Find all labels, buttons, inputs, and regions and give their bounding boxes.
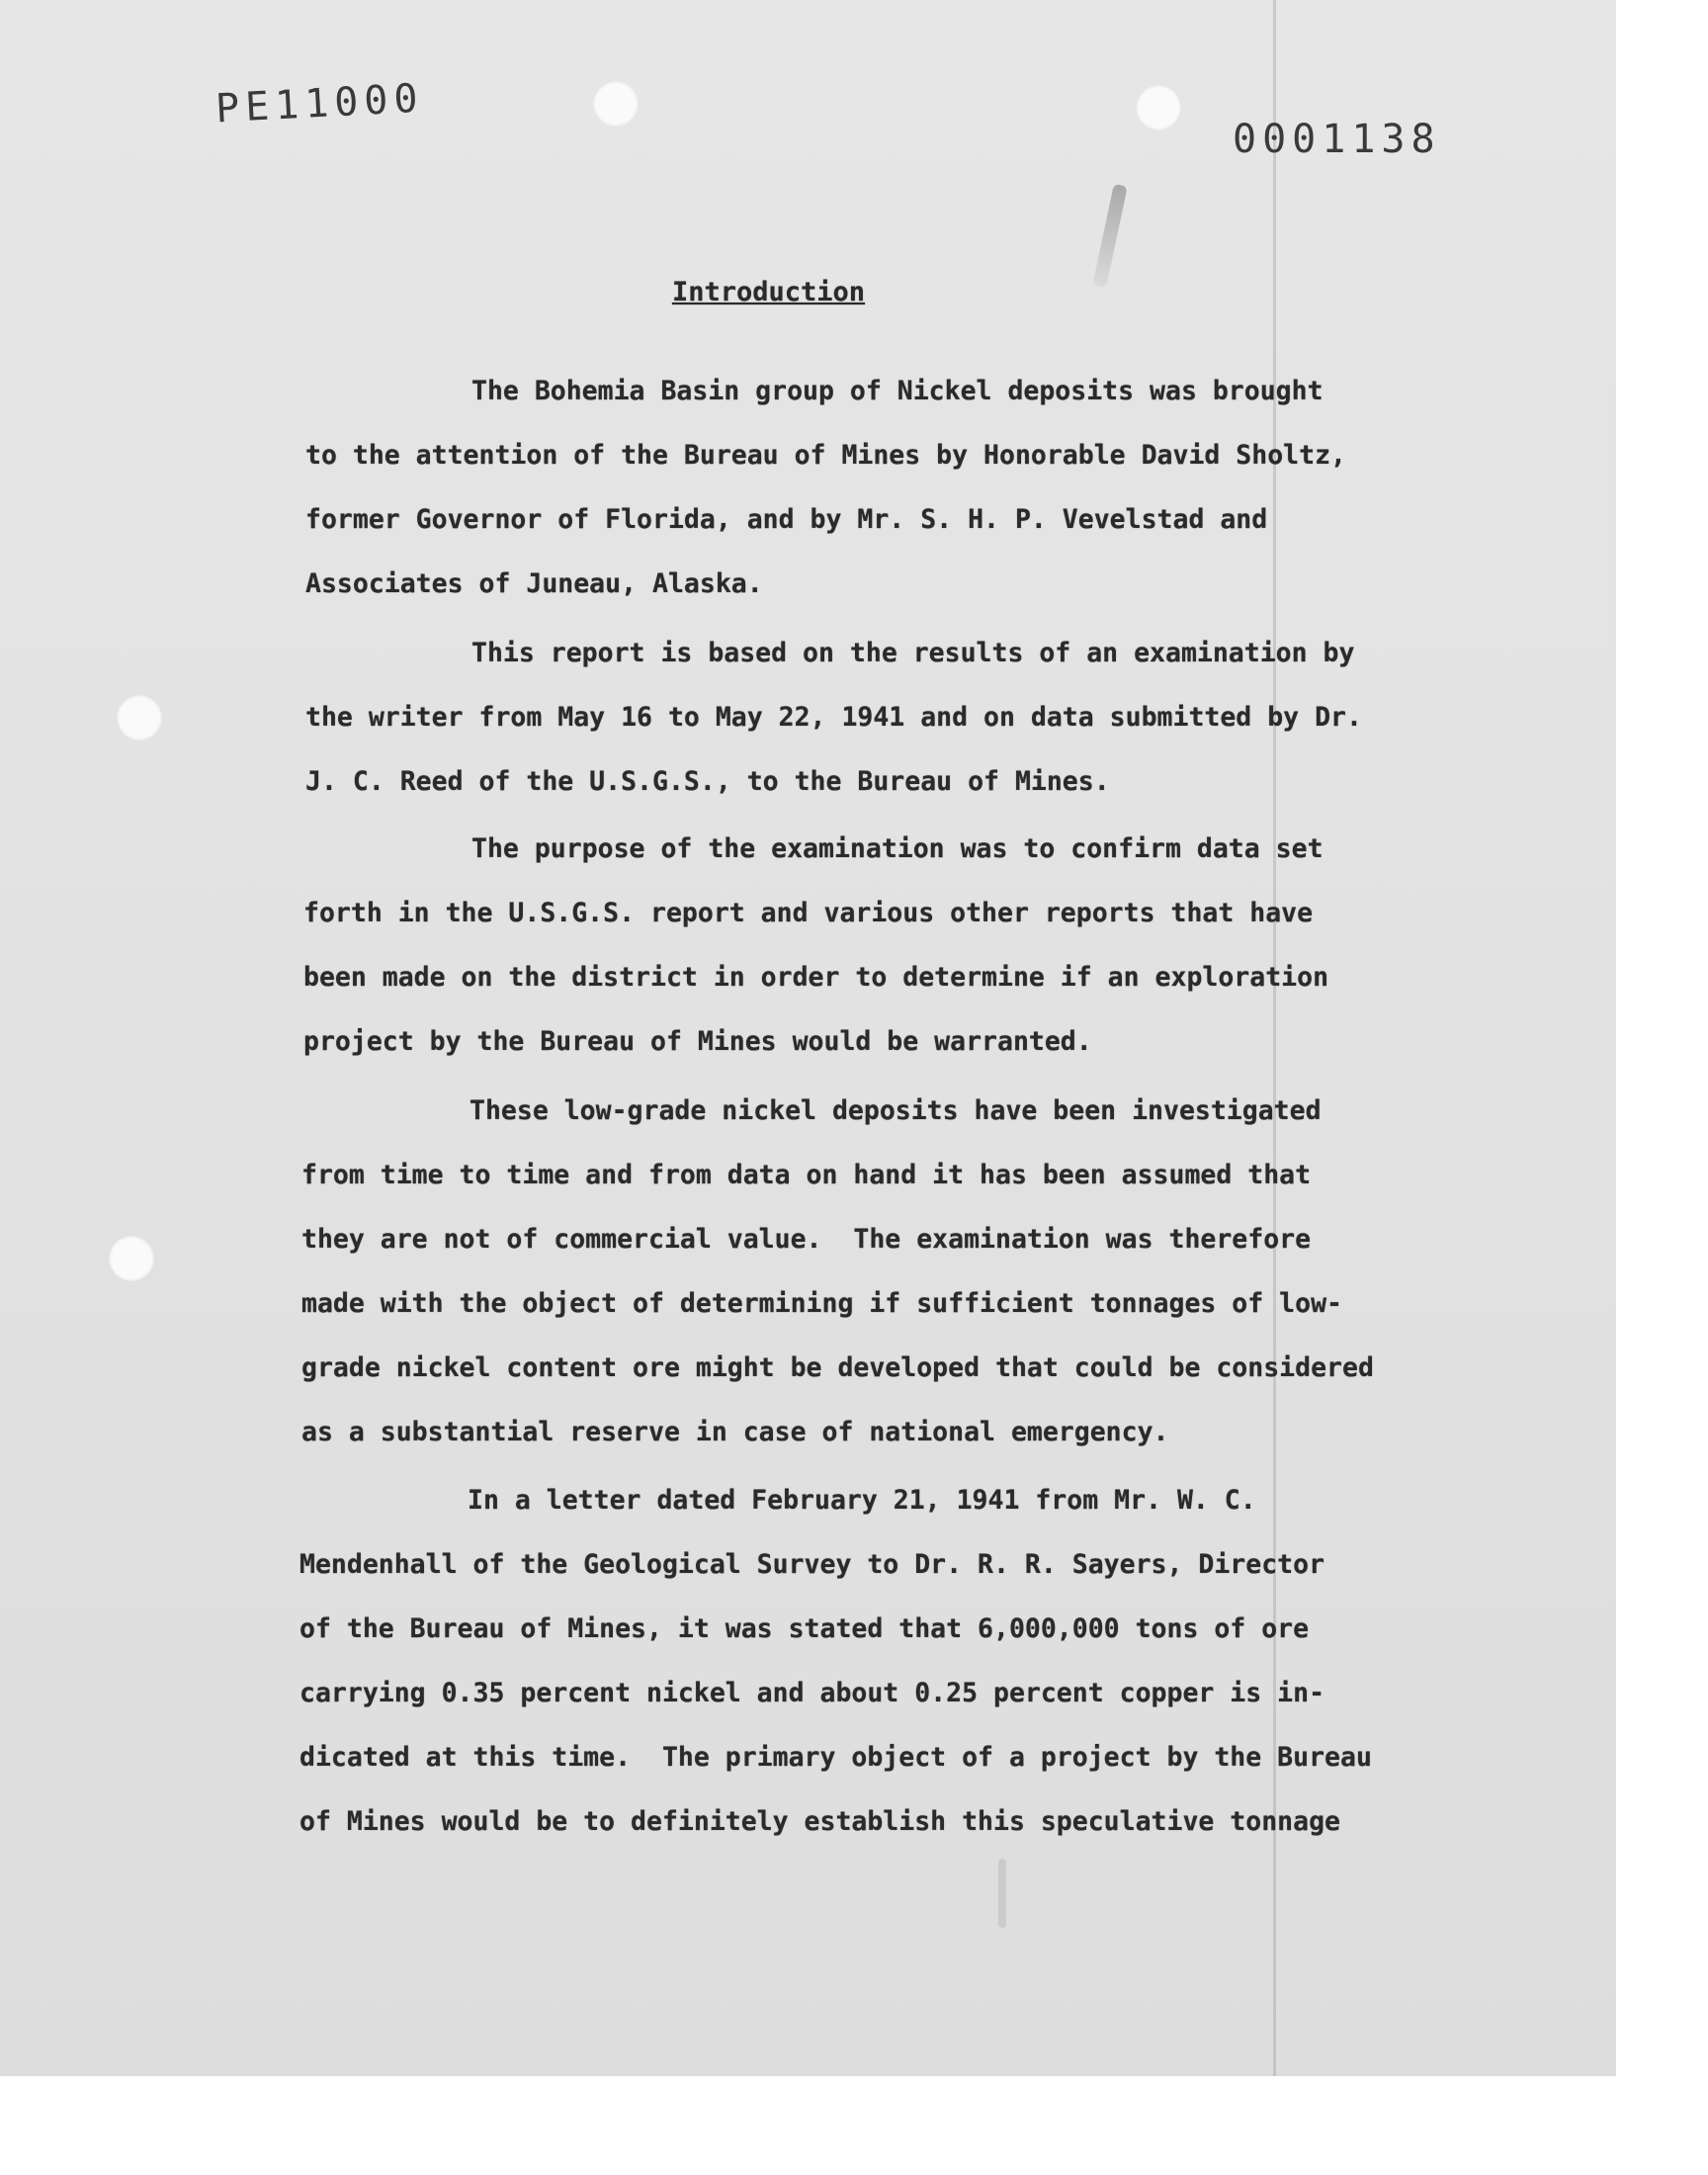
text-line: The Bohemia Basin group of Nickel deposits was brought [471, 376, 1324, 406]
text-line: the writer from May 16 to May 22, 1941 and on data submitted by Dr. [305, 702, 1362, 733]
text-line: project by the Bureau of Mines would be warranted. [303, 1026, 1092, 1057]
archive-stamp-right: 0001138 [1233, 117, 1441, 162]
archive-stamp-left: PE11000 [214, 75, 425, 132]
text-line: Associates of Juneau, Alaska. [305, 568, 763, 599]
text-line: made with the object of determining if sufficient tonnages of low- [301, 1288, 1342, 1319]
ink-smudge [998, 1859, 1006, 1928]
text-line: they are not of commercial value. The examination was therefore [301, 1224, 1312, 1255]
text-line: dicated at this time. The primary object of a project by the Bureau [299, 1742, 1372, 1773]
scan-margin [1616, 0, 1708, 2076]
text-line: of Mines would be to definitely establish this speculative tonnage [299, 1806, 1340, 1837]
punch-hole [117, 695, 162, 740]
text-line: from time to time and from data on hand it has been assumed that [301, 1160, 1312, 1190]
text-line: carrying 0.35 percent nickel and about 0.25 percent copper is in- [299, 1678, 1325, 1708]
text-line: This report is based on the results of an examination by [471, 638, 1355, 668]
text-line: as a substantial reserve in case of national emergency. [301, 1417, 1169, 1447]
text-line: been made on the district in order to determine if an exploration [303, 962, 1329, 993]
text-line: These low-grade nickel deposits have been investigated [470, 1095, 1322, 1126]
punch-hole [593, 81, 639, 127]
text-line: forth in the U.S.G.S. report and various other reports that have [303, 898, 1314, 928]
scan-margin [0, 2076, 1708, 2175]
text-line: grade nickel content ore might be developed that could be considered [301, 1352, 1374, 1383]
text-line: to the attention of the Bureau of Mines by Honorable David Sholtz, [305, 440, 1346, 471]
page-title: Introduction [671, 277, 866, 307]
text-line: of the Bureau of Mines, it was stated that 6,000,000 tons of ore [299, 1613, 1310, 1644]
ink-smudge [1092, 184, 1128, 289]
text-line: Mendenhall of the Geological Survey to Dr. R. R. Sayers, Director [299, 1549, 1325, 1580]
text-line: In a letter dated February 21, 1941 from Mr. W. C. [468, 1485, 1256, 1516]
punch-hole [109, 1236, 154, 1281]
text-line: former Governor of Florida, and by Mr. S. H. P. Vevelstad and [305, 504, 1268, 535]
text-line: The purpose of the examination was to confirm data set [471, 833, 1324, 864]
text-line: J. C. Reed of the U.S.G.S., to the Bureau of Mines. [305, 766, 1110, 797]
punch-hole [1136, 85, 1181, 130]
